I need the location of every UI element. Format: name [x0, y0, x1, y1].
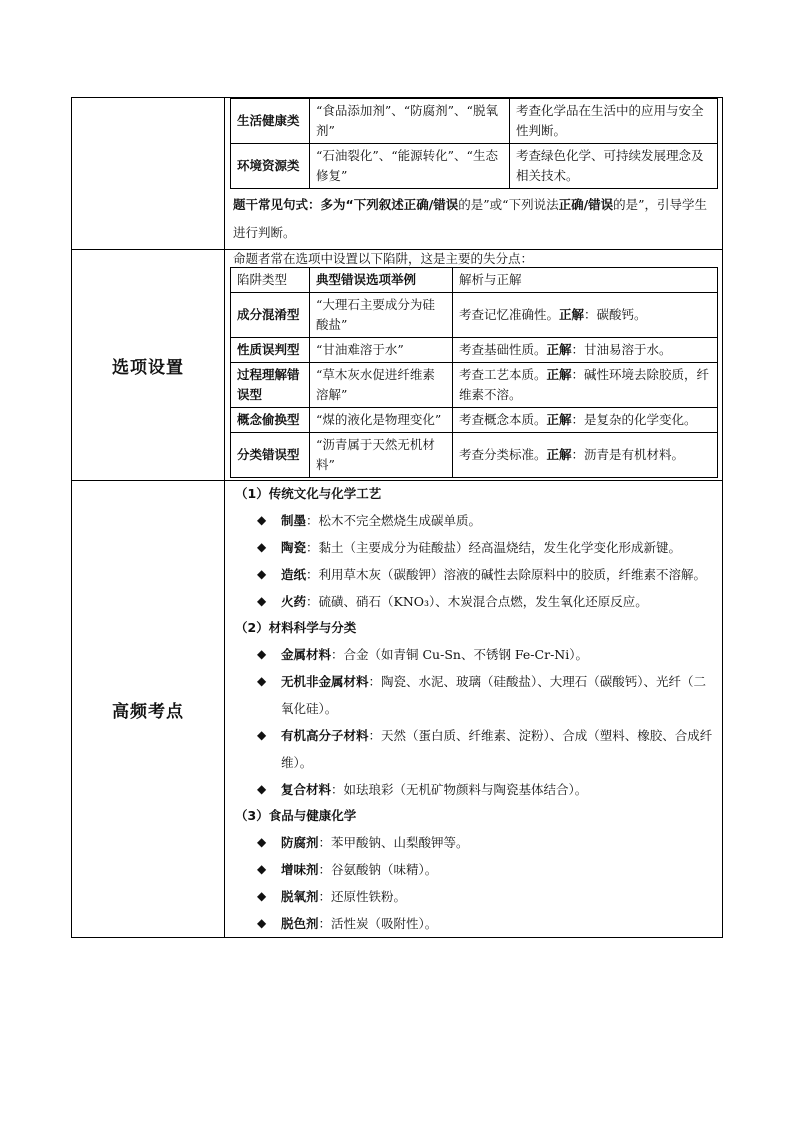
diamond-bullet-icon: ◆	[257, 862, 267, 876]
section-list	[225, 641, 722, 803]
row1-content	[225, 98, 723, 250]
header-trap-type: 陷阱类型	[231, 268, 310, 293]
row-option-setting	[72, 250, 723, 481]
trap-row	[231, 433, 718, 478]
context-row-environment	[231, 144, 718, 189]
list-item: ◆ 制墨：松木不完全燃烧生成碳单质。	[225, 507, 722, 534]
trap-example: “大理石主要成分为硅酸盐”	[310, 293, 453, 338]
trap-type: 性质误判型	[231, 338, 310, 363]
diamond-bullet-icon: ◆	[257, 916, 267, 930]
section-heading: （2）材料科学与分类	[235, 620, 357, 635]
trap-row	[231, 408, 718, 433]
trap-table-header	[231, 268, 718, 293]
trap-analysis: 考查记忆准确性。正解：碳酸钙。	[453, 293, 718, 338]
diamond-bullet-icon: ◆	[257, 594, 267, 608]
context-analysis: 考查绿色化学、可持续发展理念及相关技术。	[510, 144, 718, 189]
diamond-bullet-icon: ◆	[257, 567, 267, 581]
row-label-key-points: 高频考点	[72, 481, 225, 938]
main-table	[71, 97, 723, 938]
question-pattern-note: 题干常见句式：多为“下列叙述正确/错误的是”或“下列说法正确/错误的是”，引导学生进行判断。	[233, 197, 708, 240]
row2-content	[225, 250, 723, 481]
list-item: ◆ 火药：硫磺、硝石（KNO₃）、木炭混合点燃，发生氧化还原反应。	[225, 588, 722, 615]
diamond-bullet-icon: ◆	[257, 728, 267, 742]
list-item: ◆ 无机非金属材料：陶瓷、水泥、玻璃（硅酸盐）、大理石（碳酸钙）、光纤（二氧化硅）。	[225, 668, 722, 722]
section-heading: （1）传统文化与化学工艺	[235, 486, 382, 501]
context-example: “石油裂化”、“能源转化”、“生态修复”	[310, 144, 510, 189]
context-row-health	[231, 99, 718, 144]
trap-row	[231, 338, 718, 363]
trap-type: 成分混淆型	[231, 293, 310, 338]
diamond-bullet-icon: ◆	[257, 647, 267, 661]
diamond-bullet-icon: ◆	[257, 674, 267, 688]
context-analysis: 考查化学品在生活中的应用与安全性判断。	[510, 99, 718, 144]
trap-intro: 命题者常在选项中设置以下陷阱，这是主要的失分点：	[233, 251, 534, 266]
trap-type: 过程理解错误型	[231, 363, 310, 408]
context-type: 生活健康类	[231, 99, 310, 144]
list-item: ◆ 陶瓷：黏土（主要成分为硅酸盐）经高温烧结，发生化学变化形成新键。	[225, 534, 722, 561]
row-key-points	[72, 481, 723, 938]
trap-row	[231, 363, 718, 408]
trap-analysis: 考查基础性质。正解：甘油易溶于水。	[453, 338, 718, 363]
diamond-bullet-icon: ◆	[257, 782, 267, 796]
trap-type: 概念偷换型	[231, 408, 310, 433]
trap-row	[231, 293, 718, 338]
trap-analysis: 考查概念本质。正解：是复杂的化学变化。	[453, 408, 718, 433]
diamond-bullet-icon: ◆	[257, 540, 267, 554]
header-analysis: 解析与正解	[453, 268, 718, 293]
header-example: 典型错误选项举例	[310, 268, 453, 293]
context-table	[230, 98, 718, 189]
diamond-bullet-icon: ◆	[257, 835, 267, 849]
list-item: ◆ 脱色剂：活性炭（吸附性）。	[225, 910, 722, 937]
trap-table	[230, 267, 718, 478]
list-item: ◆ 金属材料：合金（如青铜 Cu-Sn、不锈钢 Fe-Cr-Ni）。	[225, 641, 722, 668]
row-label-option-setting: 选项设置	[72, 250, 225, 481]
trap-example: “草木灰水促进纤维素溶解”	[310, 363, 453, 408]
list-item: ◆ 造纸：利用草木灰（碳酸钾）溶液的碱性去除原料中的胶质，纤维素不溶解。	[225, 561, 722, 588]
list-item: ◆ 增味剂：谷氨酸钠（味精）。	[225, 856, 722, 883]
section-list	[225, 507, 722, 615]
trap-analysis: 考查工艺本质。正解：碱性环境去除胶质，纤维素不溶。	[453, 363, 718, 408]
trap-analysis: 考查分类标准。正解：沥青是有机材料。	[453, 433, 718, 478]
trap-example: “煤的液化是物理变化”	[310, 408, 453, 433]
trap-type: 分类错误型	[231, 433, 310, 478]
diamond-bullet-icon: ◆	[257, 513, 267, 527]
note-bold-1: 正确/错误	[403, 197, 459, 212]
context-example: “食品添加剂”、“防腐剂”、“脱氧剂”	[310, 99, 510, 144]
trap-example: “甘油难溶于水”	[310, 338, 453, 363]
list-item: ◆ 防腐剂：苯甲酸钠、山梨酸钾等。	[225, 829, 722, 856]
row3-content	[225, 481, 723, 938]
list-item: ◆ 复合材料：如珐琅彩（无机矿物颜料与陶瓷基体结合）。	[225, 776, 722, 803]
list-item: ◆ 有机高分子材料：天然（蛋白质、纤维素、淀粉）、合成（塑料、橡胶、合成纤维）。	[225, 722, 722, 776]
list-item: ◆ 脱氧剂：还原性铁粉。	[225, 883, 722, 910]
context-type: 环境资源类	[231, 144, 310, 189]
row1-label-empty	[72, 98, 225, 250]
section-heading: （3）食品与健康化学	[235, 808, 357, 823]
section-list	[225, 829, 722, 937]
row-question-context	[72, 98, 723, 250]
trap-example: “沥青属于天然无机材料”	[310, 433, 453, 478]
diamond-bullet-icon: ◆	[257, 889, 267, 903]
